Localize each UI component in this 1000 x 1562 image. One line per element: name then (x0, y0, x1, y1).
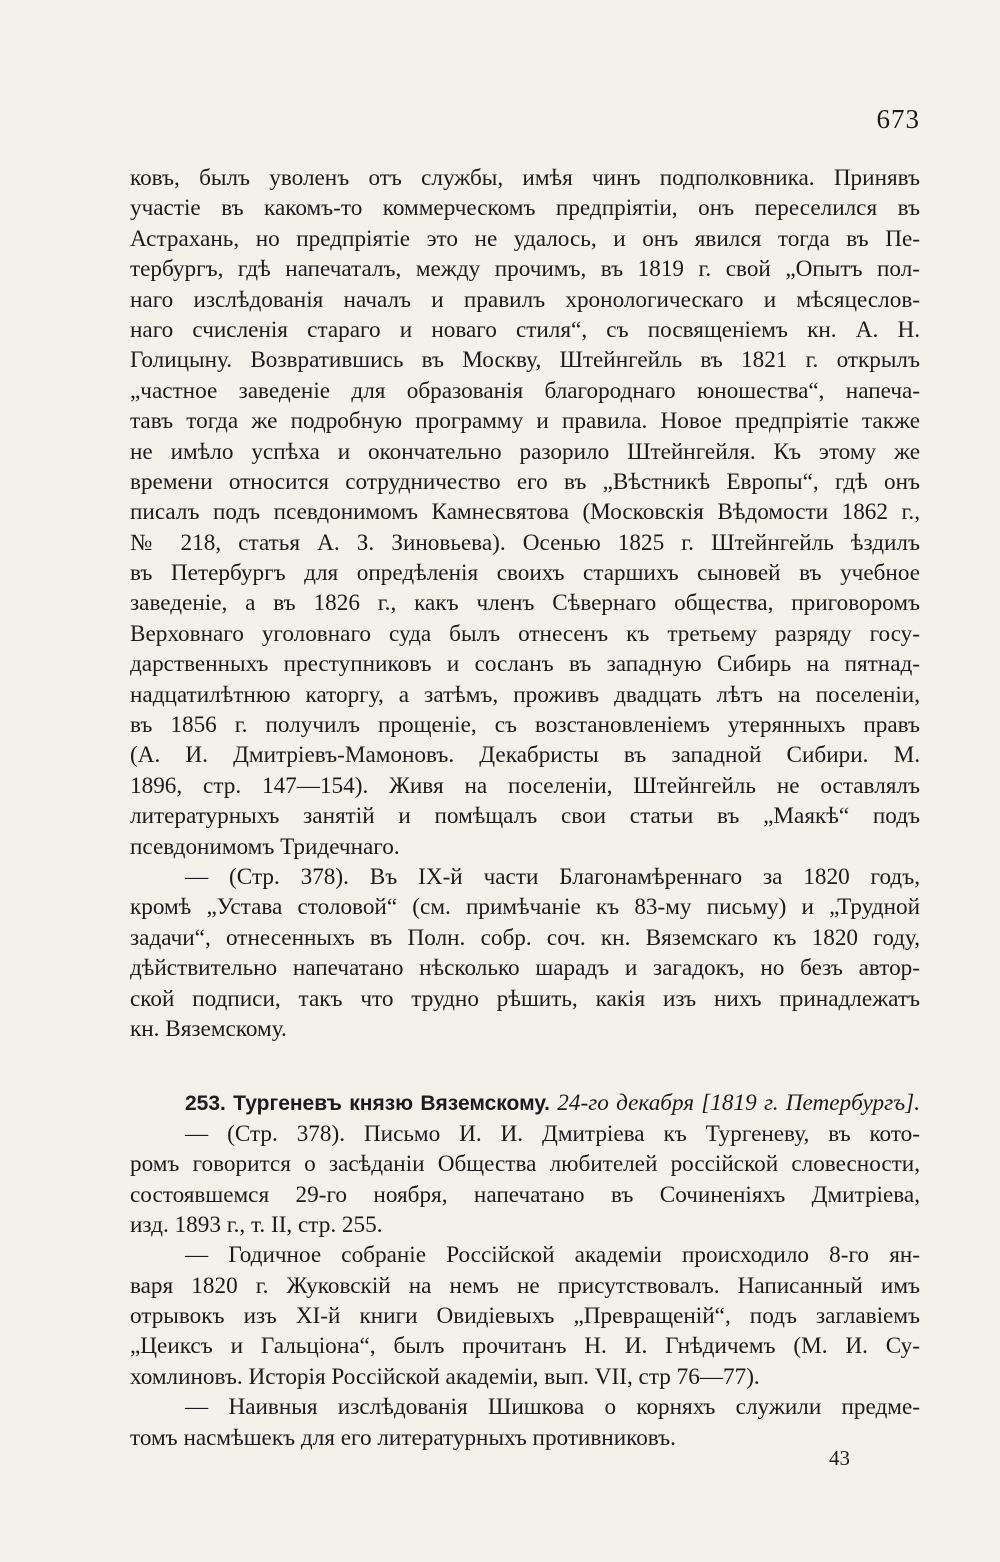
text-line: ромъ говорится о засѣданіи Общества любителей россійской словесности, (130, 1151, 920, 1178)
text-line: наго изслѣдованія началъ и правилъ хронологическаго и мѣсяцеслов- (130, 286, 920, 313)
text-line: кромѣ „Устава столовой“ (см. примѣчаніе къ 83-му письму) и „Трудной (130, 894, 920, 921)
text-line: хомлиновъ. Исторія Россійской академіи, вып. VII, стр 76—77). (130, 1363, 760, 1390)
text-block (130, 163, 920, 1453)
text-line: литературныхъ занятій и помѣщалъ свои статьи въ „Маякѣ“ подъ (130, 803, 920, 830)
text-line: „Цеиксъ и Гальціона“, былъ прочитанъ Н. И. Гнѣдичемъ (М. И. Су- (130, 1333, 920, 1360)
text-line: времени относится сотрудничество его въ „Вѣстникѣ Европы“, гдѣ онъ (130, 468, 920, 495)
text-line: варя 1820 г. Жуковскій на немъ не присутствовалъ. Написанный имъ (130, 1272, 920, 1299)
page-number: 673 (876, 104, 920, 134)
text-line: — Наивныя изслѣдованія Шишкова о корняхъ служили предме- (185, 1394, 920, 1421)
text-line: наго счисленія стараго и новаго стиля“, съ посвященіемъ кн. А. Н. (130, 316, 920, 343)
text-line: въ Петербургъ для опредѣленія своихъ старшихъ сыновей въ учебное (130, 560, 920, 587)
text-line: № 218, статья А. З. Зиновьева). Осенью 1825 г. Штейнгейль ѣздилъ (130, 529, 920, 556)
text-line: въ 1856 г. получилъ прощеніе, съ возстановленіемъ утерянныхъ правъ (130, 712, 920, 739)
section-gap (130, 1044, 920, 1088)
text-line: состоявшемся 29-го ноября, напечатано въ Сочиненіяхъ Дмитріева, (130, 1181, 920, 1208)
text-line: Голицыну. Возвратившись въ Москву, Штейнгейль въ 1821 г. открылъ (130, 347, 920, 374)
text-line: 1896, стр. 147—154). Живя на поселеніи, Штейнгейль не оставлялъ (130, 772, 920, 799)
text-line: „частное заведеніе для образованія благороднаго юношества“, напеча- (130, 377, 920, 404)
text-line: не имѣло успѣха и окончательно разорило Штейнгейля. Къ этому же (130, 438, 920, 465)
letter-date: 24-го декабря [1819 г. Петербургъ]. (557, 1090, 920, 1117)
letter-title: 253. Тургеневъ князю Вяземскому. (185, 1092, 551, 1116)
signature-mark: 43 (829, 1446, 850, 1470)
letter-heading (130, 1088, 920, 1118)
text-line: тавъ тогда же подробную программу и правила. Новое предпріятіе также (130, 408, 920, 435)
text-line: задачи“, отнесенныхъ въ Полн. собр. соч. кн. Вяземскаго къ 1820 году, (130, 924, 920, 951)
text-line: ской подписи, такъ что трудно рѣшить, какія изъ нихъ принадлежатъ (130, 985, 920, 1012)
text-line: томъ насмѣшекъ для его литературныхъ противниковъ. (130, 1424, 676, 1451)
text-line: заведеніе, а въ 1826 г., какъ членъ Сѣвернаго общества, приговоромъ (130, 590, 920, 617)
text-line: — (Стр. 378). Письмо И. И. Дмитріева къ Тургеневу, въ кото- (185, 1120, 920, 1147)
text-line: участіе въ какомъ-то коммерческомъ предпріятіи, онъ переселился въ (130, 195, 920, 222)
text-line: Астрахань, но предпріятіе это не удалось, и онъ явился тогда въ Пе- (130, 225, 920, 252)
text-line: кн. Вяземскому. (130, 1015, 287, 1042)
text-line: дѣйствительно напечатано нѣсколько шарадъ и загадокъ, но безъ автор- (130, 955, 920, 982)
text-line: (А. И. Дмитріевъ-Мамоновъ. Декабристы въ западной Сибири. М. (130, 742, 920, 769)
text-line: — Годичное собраніе Россійской академіи происходило 8-го ян- (185, 1242, 920, 1269)
text-line: отрывокъ изъ XI-й книги Овидіевыхъ „Превращеній“, подъ заглавіемъ (130, 1303, 920, 1330)
text-line: Верховнаго уголовнаго суда былъ отнесенъ къ третьему разряду госу- (130, 620, 920, 647)
text-line: псевдонимомъ Тридечнаго. (130, 833, 400, 860)
text-line: изд. 1893 г., т. II, стр. 255. (130, 1211, 383, 1238)
text-line: тербургъ, гдѣ напечаталъ, между прочимъ, въ 1819 г. свой „Опытъ пол- (130, 256, 920, 283)
text-line: надцатилѣтнюю каторгу, а затѣмъ, проживъ двадцать лѣтъ на поселеніи, (130, 681, 920, 708)
text-line: ковъ, былъ уволенъ отъ службы, имѣя чинъ подполковника. Принявъ (130, 165, 920, 191)
text-line: писалъ подъ псевдонимомъ Камнесвятова (Московскія Вѣдомости 1862 г., (130, 499, 920, 526)
text-line: дарственныхъ преступниковъ и сосланъ въ западную Сибирь на пятнад- (130, 651, 920, 678)
text-line: — (Стр. 378). Въ IX-й части Благонамѣреннаго за 1820 годъ, (185, 863, 920, 890)
